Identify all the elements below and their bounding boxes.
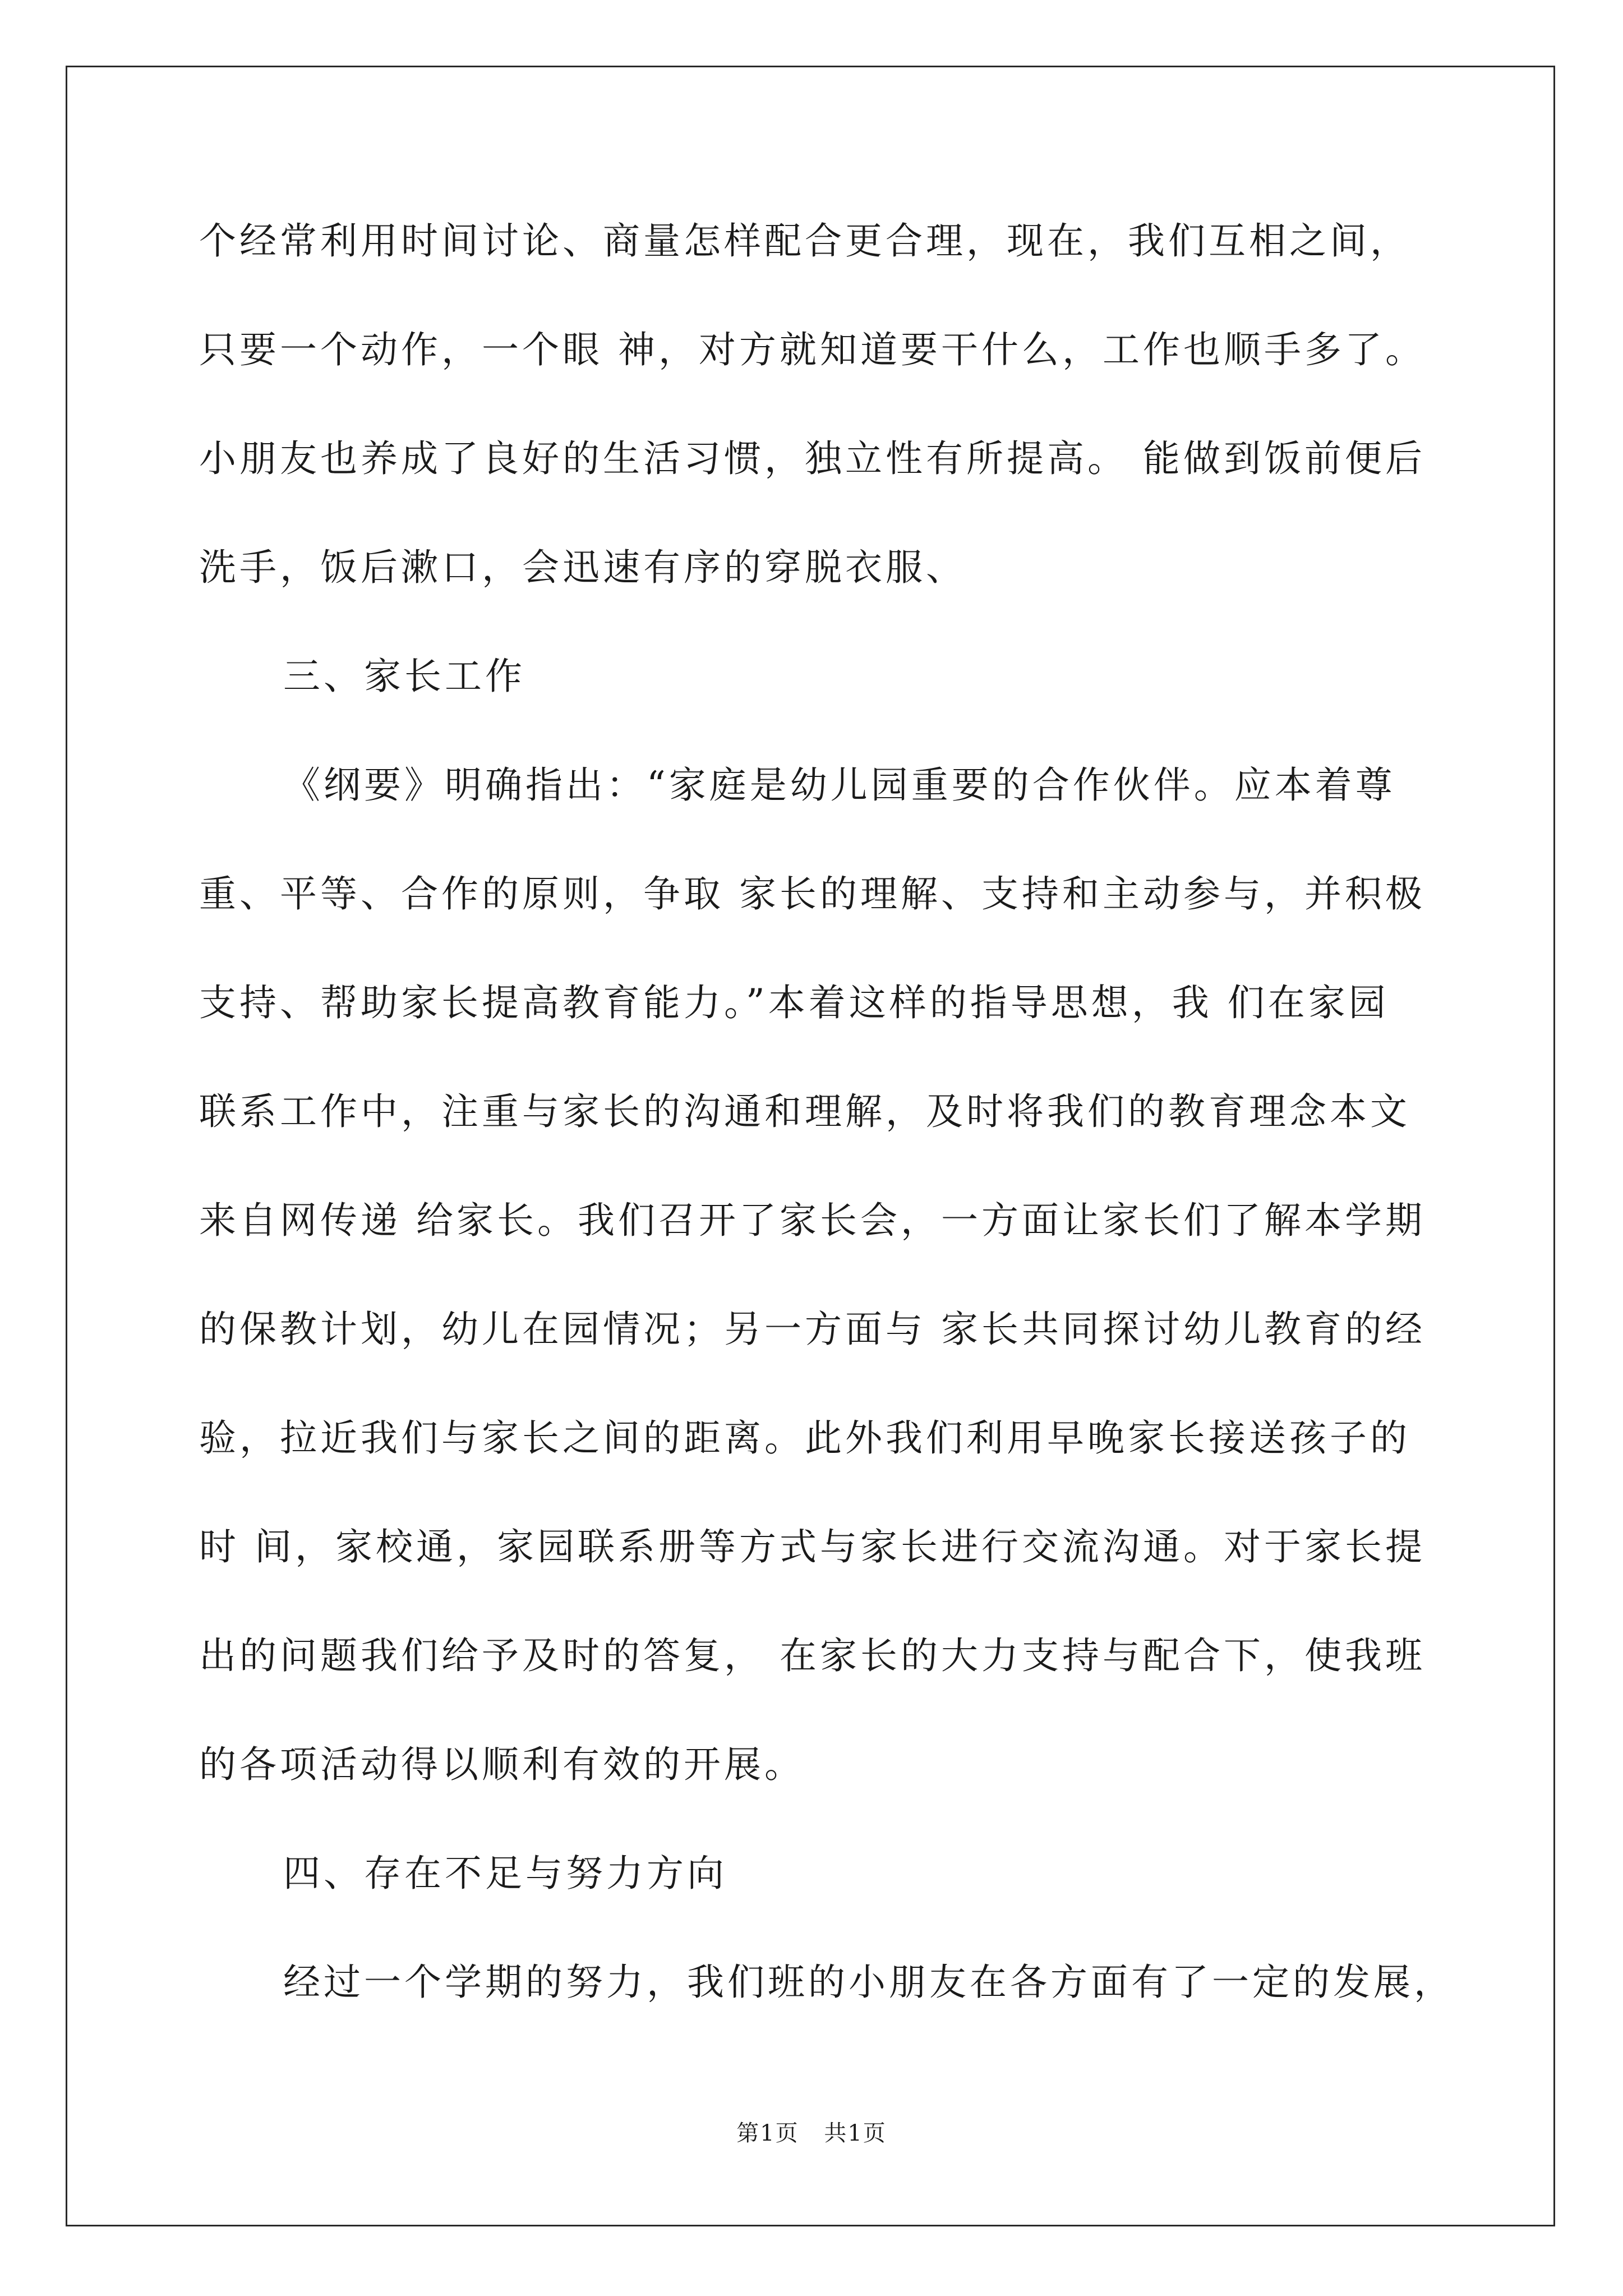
body-line: 的各项活动得以顺利有效的开展。 [199, 1743, 805, 1786]
body-line: 时 间，家校通，家园联系册等方式与家长进行交流沟通。对于家长提 [199, 1525, 1426, 1568]
body-line: 个经常利用时间讨论、商量怎样配合更合理，现在，我们互相之间， [199, 219, 1410, 263]
body-line: 只要一个动作，一个眼 神，对方就知道要干什么，工作也顺手多了。 [199, 328, 1426, 371]
body-line: 支持、帮助家长提高教育能力。”本着这样的指导思想，我 们在家园 [199, 981, 1389, 1024]
body-line: 出的问题我们给予及时的答复， 在家长的大力支持与配合下，使我班 [199, 1634, 1426, 1677]
body-line: 来自网传递 给家长。我们召开了家长会，一方面让家长们了解本学期 [199, 1199, 1426, 1242]
body-line: 洗手，饭后漱口，会迅速有序的穿脱衣服、 [199, 546, 966, 589]
page-border [66, 66, 1555, 2226]
body-line: 联系工作中，注重与家长的沟通和理解，及时将我们的教育理念本文 [199, 1090, 1410, 1133]
section-heading: 三、家长工作 [283, 655, 525, 698]
body-line: 经过一个学期的努力，我们班的小朋友在各方面有了一定的发展， [283, 1961, 1454, 2004]
body-line: 验，拉近我们与家长之间的距离。此外我们利用早晚家长接送孩子的 [199, 1416, 1410, 1460]
body-line: 的保教计划，幼儿在园情况；另一方面与 家长共同探讨幼儿教育的经 [199, 1308, 1426, 1351]
body-line: 小朋友也养成了良好的生活习惯，独立性有所提高。 能做到饭前便后 [199, 437, 1426, 480]
body-line: 《纲要》明确指出：“家庭是幼儿园重要的合作伙伴。应本着尊 [283, 763, 1396, 807]
body-line: 重、平等、合作的原则，争取 家长的理解、支持和主动参与，并积极 [199, 872, 1426, 915]
page-number: 第1页 共1页 [736, 2120, 887, 2146]
section-heading: 四、存在不足与努力方向 [283, 1852, 727, 1895]
